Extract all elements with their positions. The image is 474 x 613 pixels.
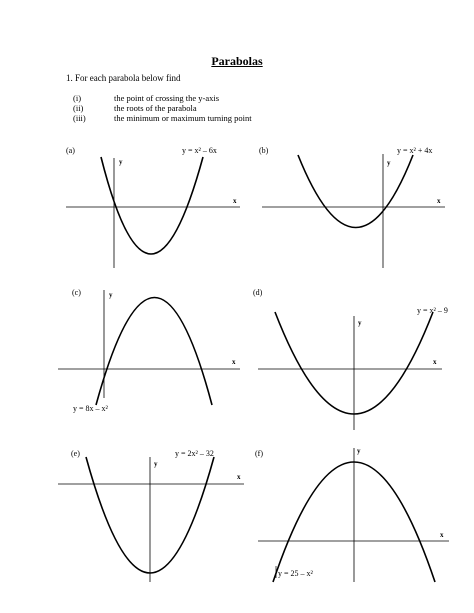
question-text: 1. For each parabola below find [66, 73, 181, 83]
instruction-number: (ii) [73, 103, 84, 113]
graph-b-equation: y = x² + 4x [397, 146, 433, 155]
graph-f-x-label: x [440, 531, 444, 539]
graph-a-y-label: y [119, 158, 123, 166]
graph-a-label: (a) [66, 146, 75, 155]
graph-e-x-label: x [237, 473, 241, 481]
graph-f-equation: y = 25 – x² [278, 569, 313, 578]
graph-f-y-label: y [357, 447, 361, 455]
graph-d-x-label: x [433, 358, 437, 366]
page-title: Parabolas [211, 54, 263, 68]
instruction-text: the roots of the parabola [114, 103, 197, 113]
graph-f-label: (f) [255, 449, 263, 458]
graph-c-x-label: x [232, 358, 236, 366]
graph-a-x-label: x [233, 197, 237, 205]
graph-b-label: (b) [259, 146, 269, 155]
instruction-number: (i) [73, 93, 82, 103]
graph-c-label: (c) [72, 288, 81, 297]
graph-a-equation: y = x² – 6x [182, 146, 217, 155]
graph-c-equation: y = 8x – x² [73, 404, 108, 413]
graph-d-equation: y = x² – 9 [417, 306, 448, 315]
graph-e-label: (e) [71, 449, 80, 458]
graph-b-x-label: x [437, 197, 441, 205]
graph-c-y-label: y [109, 291, 113, 299]
instruction-text: the minimum or maximum turning point [114, 113, 252, 123]
graph-d-label: (d) [253, 288, 263, 297]
instruction-text: the point of crossing the y-axis [114, 93, 220, 103]
graph-e-y-label: y [154, 460, 158, 468]
graph-b-y-label: y [387, 159, 391, 167]
graph-d-y-label: y [358, 319, 362, 327]
graph-e-equation: y = 2x² – 32 [175, 449, 214, 458]
instruction-number: (iii) [73, 113, 86, 123]
